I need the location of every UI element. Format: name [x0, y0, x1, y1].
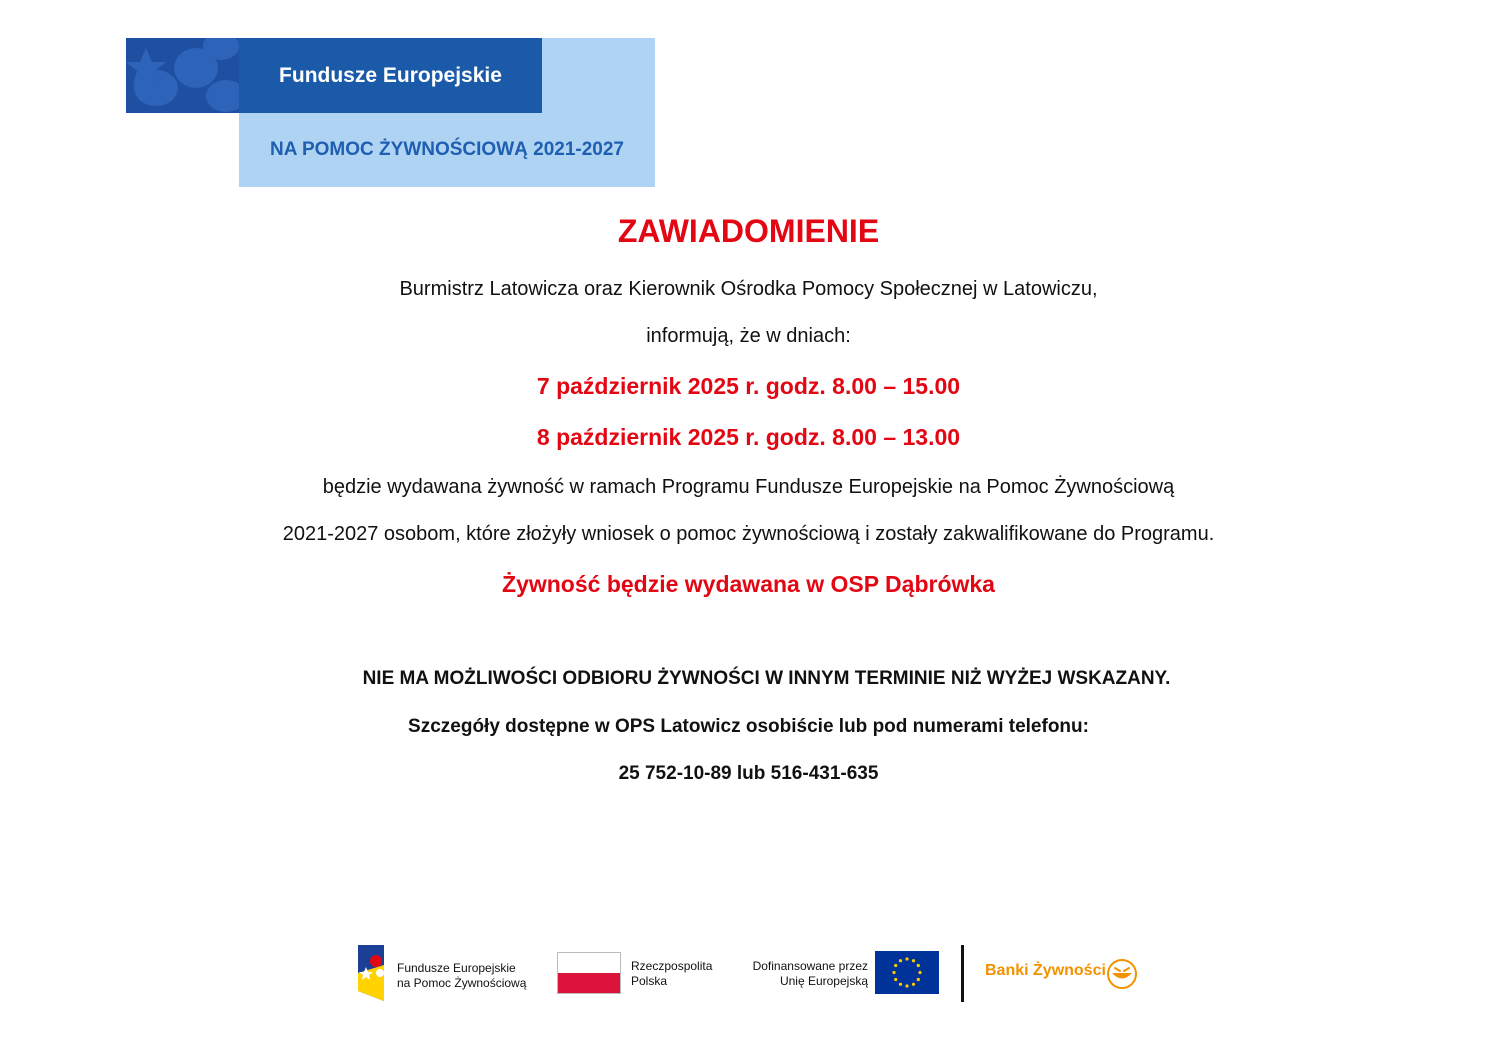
polish-flag-icon — [557, 952, 621, 994]
notice-heading: ZAWIADOMIENIE — [617, 213, 880, 249]
notice-inform: informują, że w dniach: — [646, 325, 851, 347]
fe-logo-text — [397, 961, 526, 991]
fe-logo-line-2: na Pomoc Żywnościową — [397, 976, 527, 990]
footer-divider — [961, 945, 964, 1002]
notice-warning: NIE MA MOŻLIWOŚCI ODBIORU ŻYWNOŚCI W INNYM TERMINIE NIŻ WYŻEJ WSKAZANY. — [362, 668, 1171, 689]
notice-body-1: będzie wydawana żywność w ramach Programu Fundusze Europejskie na Pomoc Żywnościową — [322, 476, 1175, 498]
rp-logo-line-2: Polska — [631, 974, 668, 988]
notice-details: Szczegóły dostępne w OPS Latowicz osobiście lub pod numerami telefonu: — [408, 716, 1089, 737]
notice-date-1: 7 październik 2025 r. godz. 8.00 – 15.00 — [536, 373, 961, 399]
notice-date-2: 8 październik 2025 r. godz. 8.00 – 13.00 — [536, 424, 961, 450]
header-logo-light-corner — [542, 38, 655, 113]
fe-logo-line-1: Fundusze Europejskie — [397, 961, 516, 975]
banki-bowl-icon — [1106, 958, 1138, 990]
rp-logo-text — [631, 959, 712, 989]
fe-flag-icon — [358, 945, 392, 1001]
header-logo-title: Fundusze Europejskie — [279, 63, 502, 87]
notice-location: Żywność będzie wydawana w OSP Dąbrówka — [502, 571, 995, 597]
header-logo-stars — [126, 38, 239, 113]
notice-body-2: 2021-2027 osobom, które złożyły wniosek o pomoc żywnościową i zostały zakwalifikowane do Programu. — [282, 523, 1215, 545]
eu-logo-line-2: Unię Europejską — [779, 974, 868, 988]
eu-logo-text — [744, 959, 868, 989]
banki-logo-text: Banki Żywności — [985, 962, 1106, 979]
rp-logo-line-1: Rzeczpospolita — [631, 959, 713, 973]
eu-flag-icon — [875, 951, 939, 994]
notice-phones: 25 752-10-89 lub 516-431-635 — [618, 763, 879, 784]
eu-logo-line-1: Dofinansowane przez — [752, 959, 868, 973]
header-logo-subtitle: NA POMOC ŻYWNOŚCIOWĄ 2021-2027 — [269, 139, 625, 160]
notice-intro: Burmistrz Latowicza oraz Kierownik Ośrodka Pomocy Społecznej w Latowiczu, — [399, 278, 1098, 300]
